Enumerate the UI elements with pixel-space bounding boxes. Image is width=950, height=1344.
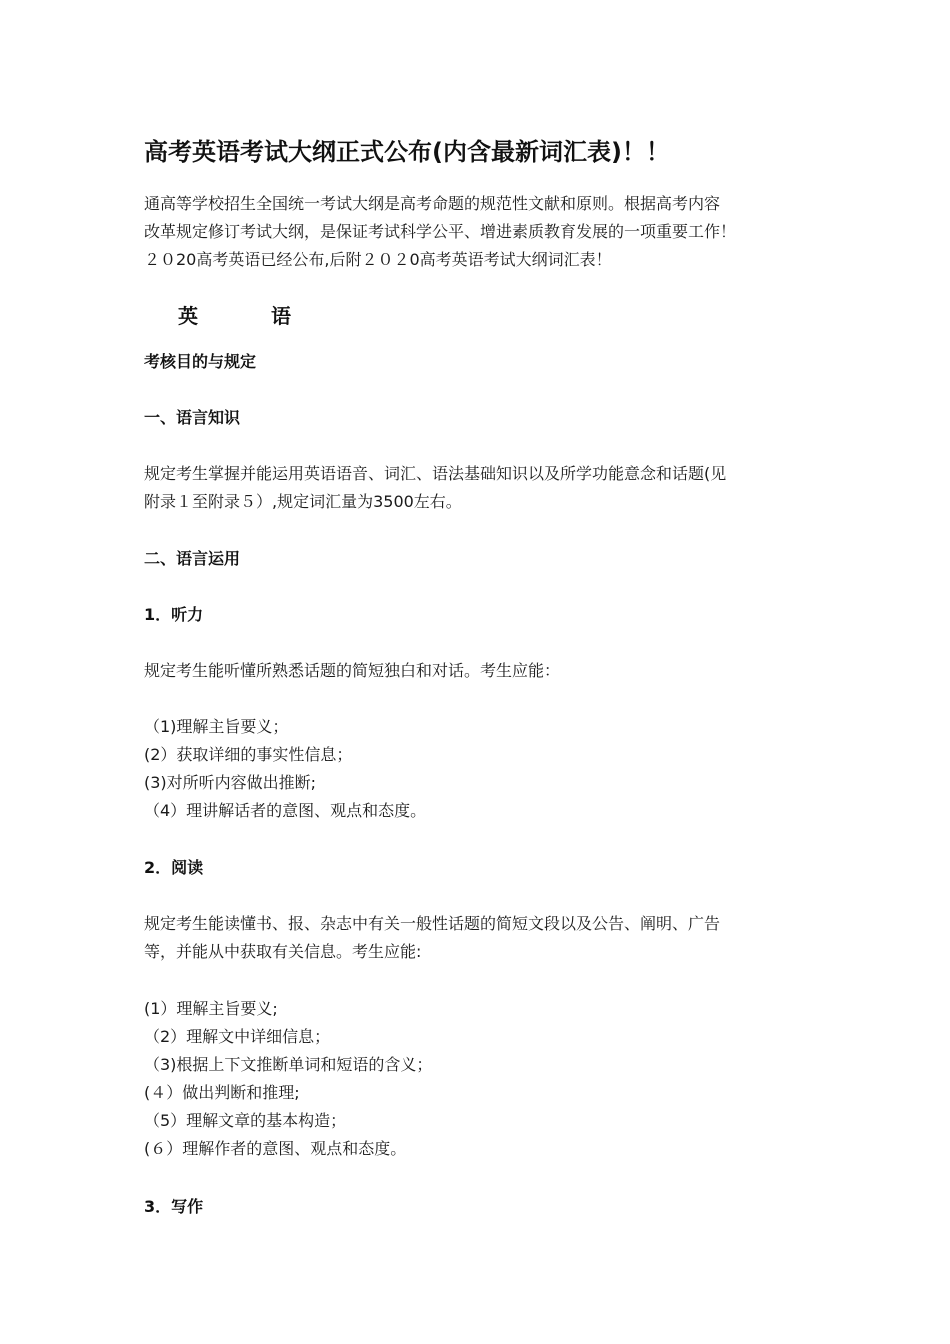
intro-line: 改革规定修订考试大纲，是保证考试科学公平、增进素质教育发展的一项重要工作！ [144,222,737,241]
section-1-line: 规定考生掌握并能运用英语语音、词汇、语法基础知识以及所学功能意念和话题(见 [144,464,727,483]
list-item: (2）获取详细的事实性信息； [144,745,353,764]
section-2-heading: 二、语言运用 [144,549,241,568]
listening-list [144,713,814,825]
reading-intro [144,910,814,966]
reading-intro-line: 等，并能从中获取有关信息。考生应能: [144,942,422,961]
reading-heading: 2．阅读 [144,858,204,877]
list-item: (1）理解主旨要义; [144,999,278,1018]
intro-paragraph [144,190,814,274]
section-1-heading: 一、语言知识 [144,408,241,427]
document-title: 高考英语考试大纲正式公布(内含最新词汇表)！！ [144,138,670,166]
intro-line: 通高等学校招生全国统一考试大纲是高考命题的规范性文献和原则。根据高考内容 [144,194,721,213]
section-purpose-heading: 考核目的与规定 [144,352,257,371]
writing-heading: 3．写作 [144,1197,204,1216]
list-item: (3)对所听内容做出推断; [144,773,317,792]
subject-char-right: 语 [270,304,291,328]
list-item: （3)根据上下文推断单词和短语的含义； [144,1055,433,1074]
list-item: （4）理讲解话者的意图、观点和态度。 [144,801,427,820]
listening-intro: 规定考生能听懂所熟悉话题的简短独白和对话。考生应能： [144,661,561,680]
reading-intro-line: 规定考生能读懂书、报、杂志中有关一般性话题的简短文段以及公告、阐明、广告 [144,914,721,933]
subject-heading [144,302,814,330]
list-item: （2）理解文中详细信息； [144,1027,331,1046]
subject-char-left: 英 [178,304,198,328]
listening-heading: 1．听力 [144,605,204,624]
list-item: (６）理解作者的意图、观点和态度。 [144,1139,407,1158]
intro-line: ２０20高考英语已经公布,后附２０２0高考英语考试大纲词汇表！ [144,250,612,269]
list-item: （1)理解主旨要义； [144,717,289,736]
list-item: （5）理解文章的基本构造； [144,1111,347,1130]
list-item: (４）做出判断和推理; [144,1083,300,1102]
section-1-paragraph [144,460,814,516]
section-1-line: 附录１至附录５）,规定词汇量为3500左右。 [144,492,462,511]
reading-list [144,995,814,1163]
